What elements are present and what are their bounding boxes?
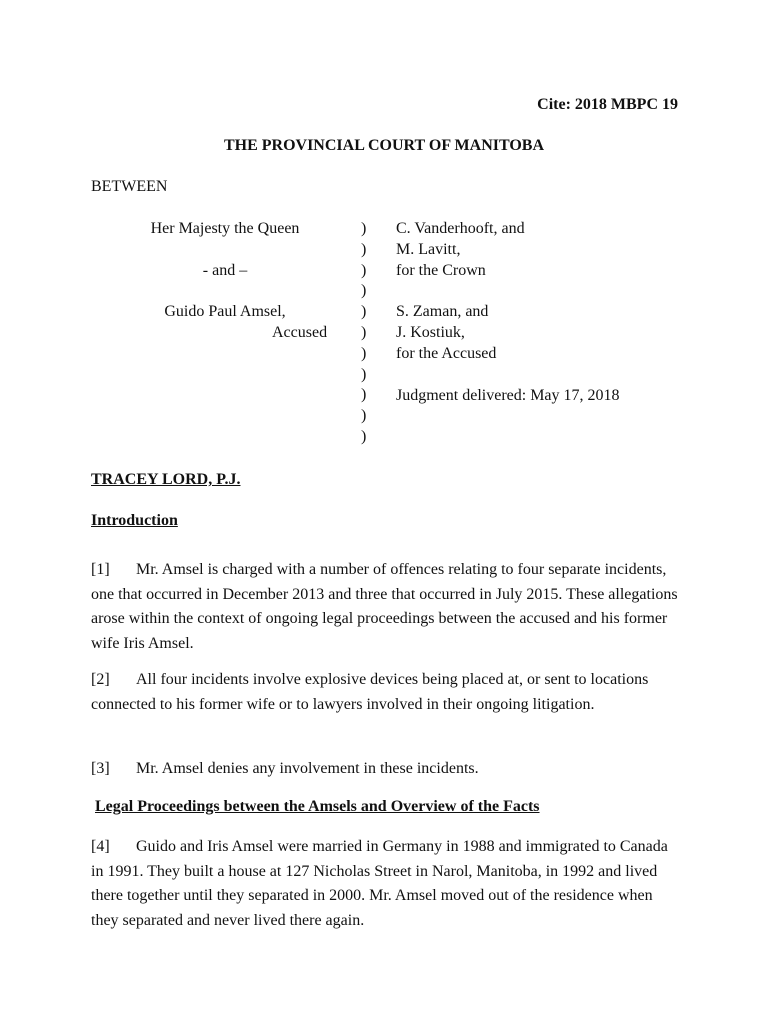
paragraph-number: [3] — [91, 760, 110, 777]
judge-name: TRACEY LORD, P.J. — [91, 471, 241, 488]
defence-counsel-1: S. Zaman, and — [396, 303, 489, 320]
section-heading-introduction: Introduction — [91, 512, 178, 529]
paragraph-3 — [91, 757, 681, 782]
paragraph-number: [4] — [91, 838, 110, 855]
paren: ) — [361, 365, 367, 383]
party-crown: Her Majesty the Queen — [150, 220, 300, 237]
paragraph-text: Mr. Amsel is charged with a number of offences relating to four separate incidents, one that occurred in December 2013 and three that occurred in July 2015. These allegations arose within the context of ongoing legal proceedings between the accused and his former wife Iris Amsel. — [91, 561, 678, 652]
between-label: BETWEEN — [91, 178, 168, 195]
paragraph-text: All four incidents involve explosive devices being placed at, or sent to locations connected to his former wife or to lawyers involved in their ongoing litigation. — [91, 671, 649, 713]
crown-counsel-2: M. Lavitt, — [396, 241, 461, 258]
paren: ) — [361, 427, 367, 445]
paren: ) — [361, 407, 367, 425]
judgment-delivered-date: Judgment delivered: May 17, 2018 — [396, 387, 620, 404]
and-label: - and – — [202, 262, 248, 279]
crown-counsel-1: C. Vanderhooft, and — [396, 220, 525, 237]
paren: ) — [361, 386, 367, 404]
crown-for-label: for the Crown — [396, 262, 486, 279]
paragraph-text: Mr. Amsel denies any involvement in these incidents. — [136, 760, 479, 777]
paren: ) — [361, 344, 367, 362]
paren: ) — [361, 240, 367, 258]
accused-role-label: Accused — [272, 324, 328, 341]
paren: ) — [361, 220, 367, 237]
paren: ) — [361, 282, 367, 300]
court-title: THE PROVINCIAL COURT OF MANITOBA — [223, 137, 545, 154]
defence-counsel-2: J. Kostiuk, — [396, 324, 465, 341]
defence-for-label: for the Accused — [396, 345, 497, 362]
paragraph-2 — [91, 668, 681, 717]
paragraph-number: [1] — [91, 561, 110, 578]
paren: ) — [361, 261, 367, 279]
section-heading-legal-proceedings: Legal Proceedings between the Amsels and Overview of the Facts — [95, 798, 540, 815]
party-accused: Guido Paul Amsel, — [164, 303, 286, 320]
paragraph-1 — [91, 558, 681, 656]
paragraph-text: Guido and Iris Amsel were married in Germany in 1988 and immigrated to Canada in 1991. They built a house at 127 Nicholas Street in Narol, Manitoba, in 1992 and lived there together until they separated in 2000. Mr. Amsel moved out of the residence when they separated and never lived there again. — [91, 838, 668, 929]
paragraph-4 — [91, 835, 681, 933]
parenthesis-column — [361, 219, 366, 448]
paren: ) — [361, 303, 367, 321]
citation: Cite: 2018 MBPC 19 — [537, 96, 678, 113]
paragraph-number: [2] — [91, 671, 110, 688]
paren: ) — [361, 323, 367, 341]
